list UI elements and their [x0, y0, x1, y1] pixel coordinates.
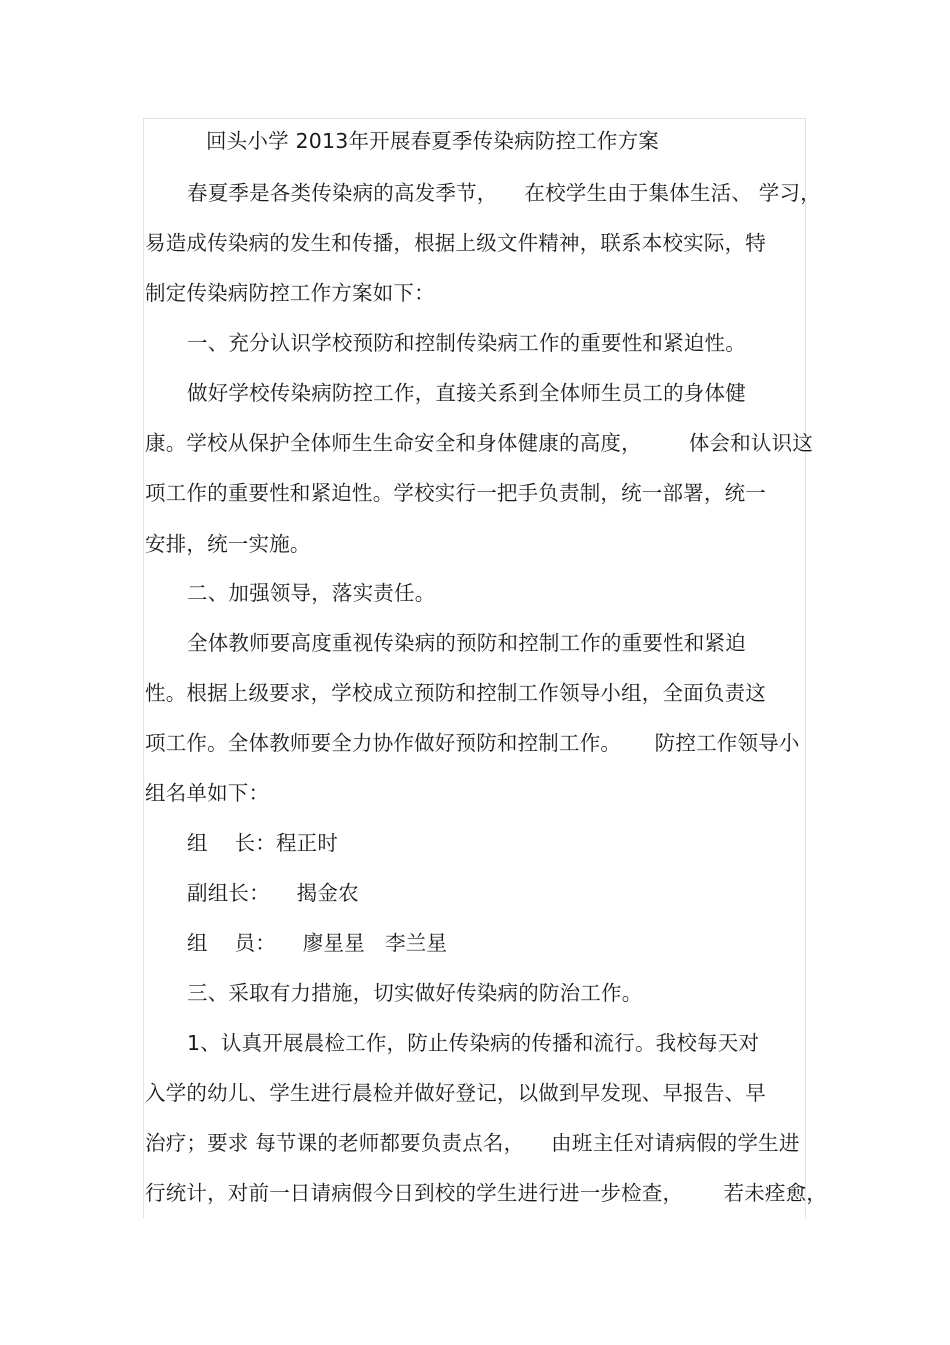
paragraph-line: 项工作的重要性和紧迫性。学校实行一把手负责制，统一部署，统一	[145, 481, 766, 505]
section-heading: 一、充分认识学校预防和控制传染病工作的重要性和紧迫性。	[187, 331, 746, 355]
section-heading: 三、采取有力措施，切实做好传染病的防治工作。	[187, 981, 643, 1005]
paragraph-line: 易造成传染病的发生和传播，根据上级文件精神，联系本校实际，特	[145, 231, 766, 255]
paragraph-line: 性。根据上级要求，学校成立预防和控制工作领导小组，全面负责这	[145, 681, 766, 705]
paragraph-line: 春夏季是各类传染病的高发季节， 在校学生由于集体生活、 学习，	[187, 181, 821, 205]
paragraph-line: 制定传染病防控工作方案如下：	[145, 281, 435, 305]
paragraph-line: 项工作。全体教师要全力协作做好预防和控制工作。 防控工作领导小	[145, 731, 800, 755]
document-title: 回头小学 2013年开展春夏季传染病防控工作方案	[206, 129, 659, 153]
paragraph-line: 行统计，对前一日请病假今日到校的学生进行进一步检查， 若未痊愈，	[145, 1181, 827, 1205]
paragraph-line: 组名单如下：	[145, 781, 270, 805]
paragraph-line: 治疗；要求 每节课的老师都要负责点名， 由班主任对请病假的学生进	[145, 1131, 800, 1155]
paragraph-line: 做好学校传染病防控工作，直接关系到全体师生员工的身体健	[187, 381, 746, 405]
paragraph-line: 安排，统一实施。	[145, 532, 311, 556]
paragraph-line: 入学的幼儿、学生进行晨检并做好登记，以做到早发现、早报告、早	[145, 1081, 766, 1105]
section-heading: 二、加强领导，落实责任。	[187, 581, 436, 605]
roster-line: 组 员： 廖星星 李兰星	[187, 931, 448, 955]
paragraph-line: 全体教师要高度重视传染病的预防和控制工作的重要性和紧迫	[187, 631, 746, 655]
roster-line: 组 长：程正时	[187, 831, 339, 855]
paragraph-line: 1、认真开展晨检工作，防止传染病的传播和流行。我校每天对	[187, 1031, 760, 1055]
roster-line: 副组长： 揭金农	[187, 881, 359, 905]
paragraph-line: 康。学校从保护全体师生生命安全和身体健康的高度， 体会和认识这	[145, 431, 814, 455]
